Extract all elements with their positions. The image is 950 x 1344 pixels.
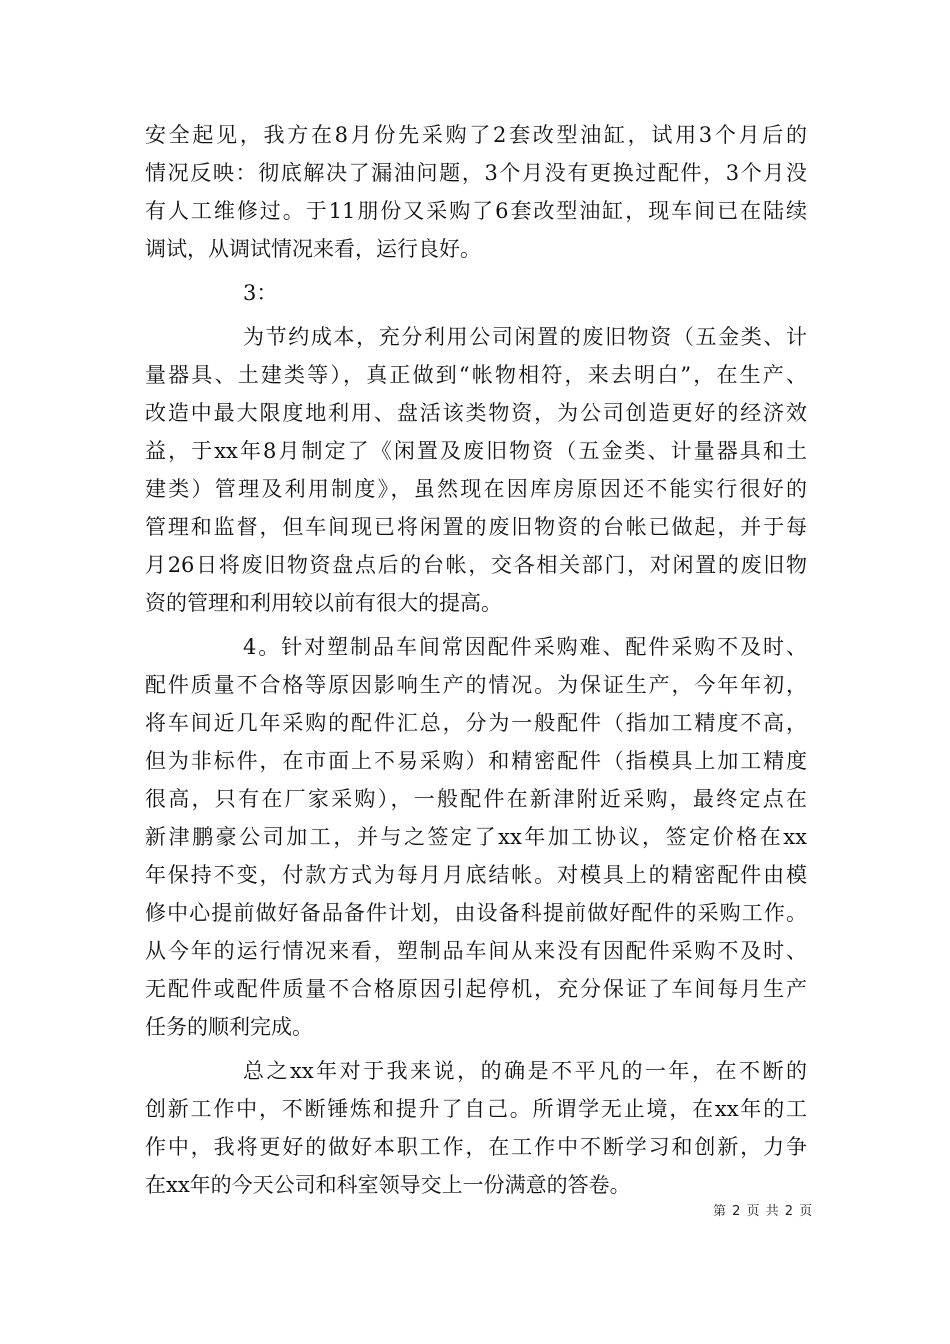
text-line: 月26日将废旧物资盘点后的台帐，交各相关部门，对闲置的废旧物 [145, 553, 807, 577]
text-line: 改造中最大限度地利用、盘活该类物资，为公司创造更好的经济效 [145, 401, 807, 425]
text-line: 安全起见，我方在8月份先采购了2套改型油缸，试用3个月后的 [145, 123, 807, 147]
text-line: 调试，从调试情况来看，运行良好。 [145, 237, 481, 261]
text-line: 无配件或配件质量不合格原因引起停机，充分保证了车间每月生产 [145, 977, 807, 1001]
text-line: 3： [243, 281, 278, 305]
text-line: 但为非标件，在市面上不易采购）和精密配件（指模具上加工精度 [145, 749, 807, 773]
text-line: 从今年的运行情况来看，塑制品车间从来没有因配件采购不及时、 [145, 939, 807, 963]
paragraph-item-3 [145, 318, 807, 622]
text-line: 建类）管理及利用制度》，虽然现在因库房原因还不能实行很好的 [145, 477, 807, 501]
text-line: 作中，我将更好的做好本职工作，在工作中不断学习和创新，力争 [145, 1135, 807, 1159]
paragraph-continued [145, 116, 807, 268]
text-line: 修中心提前做好备品备件计划，由设备科提前做好配件的采购工作。 [145, 901, 807, 925]
text-line: 将车间近几年采购的配件汇总，分为一般配件（指加工精度不高， [145, 711, 807, 735]
text-line: 总之xx年对于我来说，的确是不平凡的一年，在不断的 [243, 1059, 807, 1083]
text-line: 量器具、土建类等），真正做到“帐物相符，来去明白”，在生产、 [145, 363, 807, 387]
text-line: 配件质量不合格等原因影响生产的情况。为保证生产，今年年初， [145, 673, 807, 697]
paragraph-conclusion [145, 1052, 807, 1204]
document-body [145, 116, 807, 1204]
text-line: 4。针对塑制品车间常因配件采购难、配件采购不及时、 [243, 635, 807, 659]
text-line: 年保持不变，付款方式为每月月底结帐。对模具上的精密配件由模 [145, 863, 807, 887]
text-line: 管理和监督，但车间现已将闲置的废旧物资的台帐已做起，并于每 [145, 515, 807, 539]
page-number-footer: 第 2 页 共 2 页 [713, 1204, 814, 1219]
text-line: 任务的顺利完成。 [145, 1015, 313, 1039]
text-line: 为节约成本，充分利用公司闲置的废旧物资（五金类、计 [243, 325, 807, 349]
section-heading-3 [145, 274, 807, 312]
text-line: 在xx年的今天公司和科室领导交上一份满意的答卷。 [145, 1173, 631, 1197]
text-line: 创新工作中，不断锤炼和提升了自己。所谓学无止境，在xx年的工 [145, 1097, 807, 1121]
text-line: 有人工维修过。于11朋份又采购了6套改型油缸，现车间已在陆续 [145, 199, 807, 223]
text-line: 资的管理和利用较以前有很大的提高。 [145, 591, 502, 615]
text-line: 很高，只有在厂家采购），一般配件在新津附近采购，最终定点在 [145, 787, 807, 811]
text-line: 情况反映：彻底解决了漏油问题，3个月没有更换过配件，3个月没 [145, 161, 807, 185]
text-line: 新津鹏豪公司加工，并与之签定了xx年加工协议，签定价格在xx [145, 825, 807, 849]
paragraph-item-4 [145, 628, 807, 1046]
text-line: 益，于xx年8月制定了《闲置及废旧物资（五金类、计量器具和土 [145, 439, 807, 463]
